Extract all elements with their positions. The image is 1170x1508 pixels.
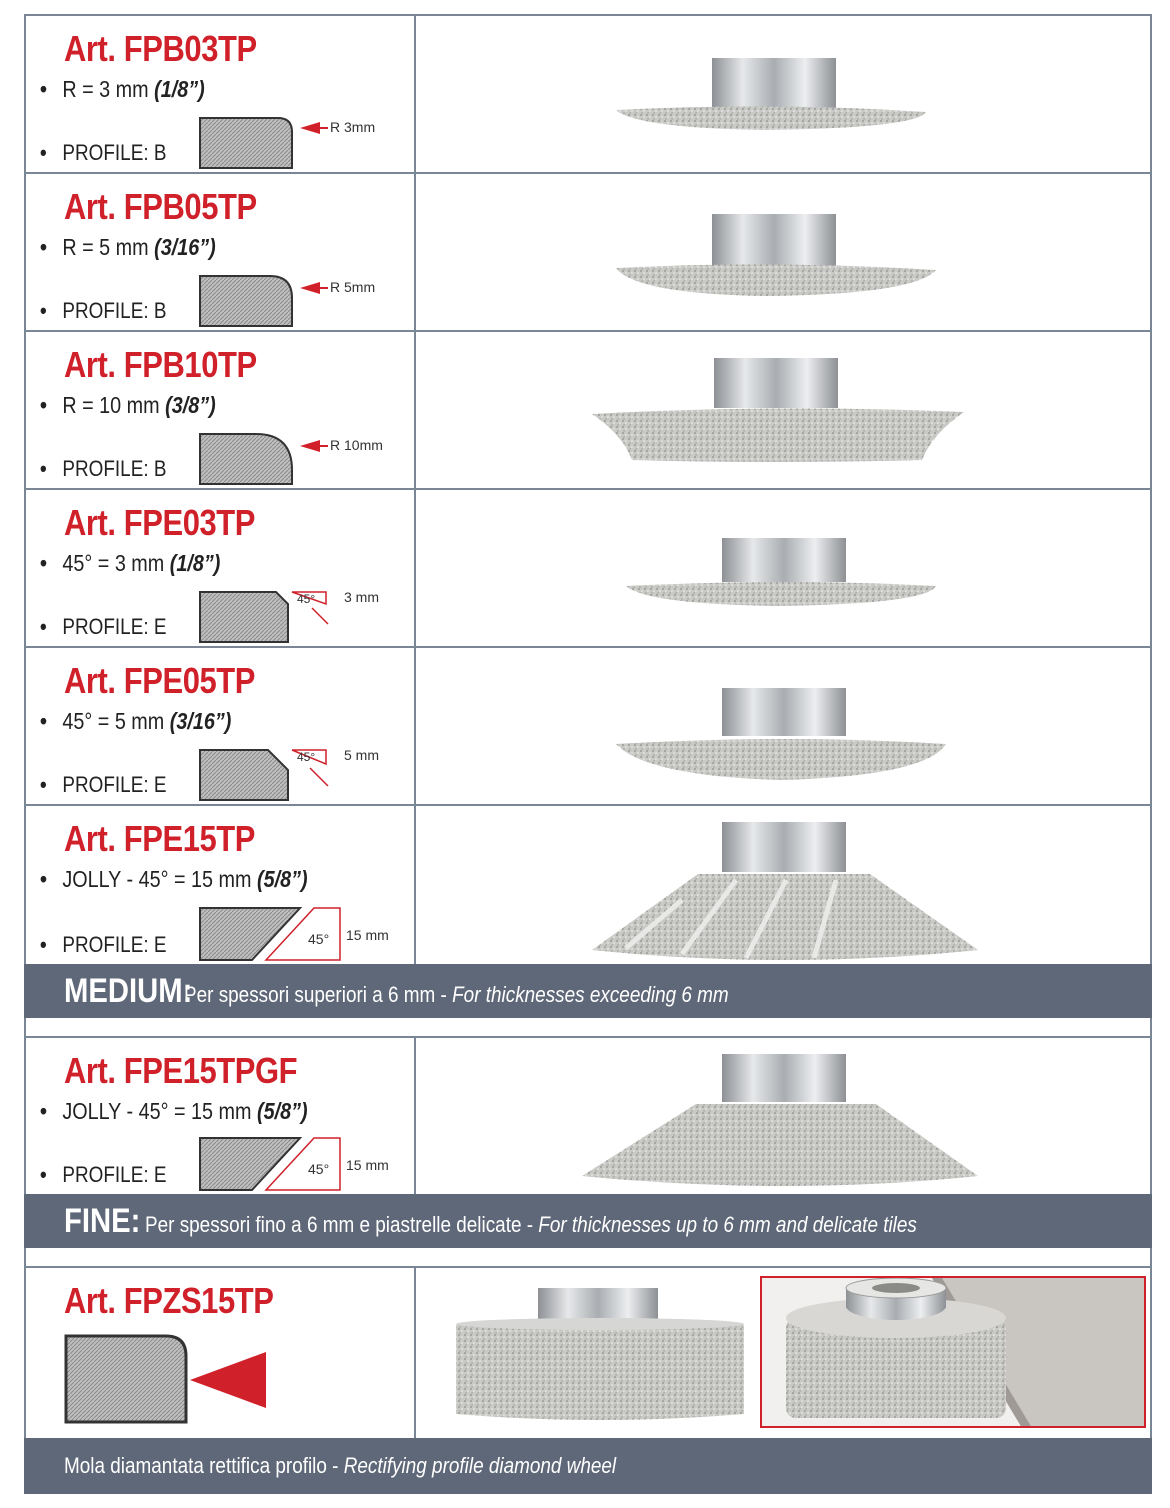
product-row-fpzs15tp <box>24 1266 1152 1440</box>
dimension-label: R 3mm <box>330 119 376 135</box>
profile-b-icon <box>196 272 406 330</box>
product-title: Art. FPB10TP <box>64 344 257 385</box>
product-info <box>26 490 416 646</box>
product-photo <box>416 332 1150 488</box>
product-title: Art. FPB05TP <box>64 186 257 227</box>
product-title: Art. FPE05TP <box>64 660 255 701</box>
product-title: Art. FPB03TP <box>64 28 257 69</box>
band-text: Per spessori fino a 6 mm e piastrelle delicate - For thicknesses up to 6 mm and delicate tiles <box>145 1212 918 1237</box>
product-spec: • JOLLY - 45° = 15 mm (5/8”) <box>40 1098 308 1124</box>
fine-band <box>24 1194 1152 1248</box>
band-heading: FINE: <box>64 1202 141 1240</box>
product-spec: • 45° = 3 mm (1/8”) <box>40 550 221 576</box>
product-row-fpb03tp <box>24 14 1152 174</box>
angle-label: 45° <box>297 750 316 764</box>
wheel-on-tile-image <box>762 1278 1146 1428</box>
profile-e-icon <box>196 1134 410 1196</box>
spacer <box>24 1248 1152 1268</box>
diamond-wheel-image <box>616 684 956 784</box>
profile-e-icon <box>196 904 410 966</box>
dimension-label: 5 mm <box>344 747 379 763</box>
dimension-label: R 5mm <box>330 279 376 295</box>
product-row-fpe15tp <box>24 804 1152 966</box>
dimension-label: R 10mm <box>330 437 383 453</box>
product-title: Art. FPZS15TP <box>64 1280 274 1321</box>
product-info <box>26 174 416 330</box>
product-spec: • R = 10 mm (3/8”) <box>40 392 216 418</box>
product-photos <box>416 1268 1150 1438</box>
profile-label: • PROFILE: B <box>40 140 167 165</box>
product-spec: • 45° = 5 mm (3/16”) <box>40 708 232 734</box>
product-spec: • R = 5 mm (3/16”) <box>40 234 216 260</box>
product-info <box>26 806 416 964</box>
profile-e-icon <box>196 744 406 804</box>
profile-label: • PROFILE: B <box>40 298 167 323</box>
product-info <box>26 16 416 172</box>
product-info <box>26 1268 416 1438</box>
dimension-label: 15 mm <box>346 1157 389 1173</box>
diamond-wheel-image <box>452 1286 752 1426</box>
band-text: Mola diamantata rettifica profilo - Rectifying profile diamond wheel <box>64 1453 617 1478</box>
profile-b-icon <box>196 114 406 172</box>
application-photo <box>760 1276 1146 1428</box>
profile-label: • PROFILE: B <box>40 456 167 481</box>
angle-label: 45° <box>308 931 330 947</box>
product-info <box>26 1038 416 1194</box>
profile-label: • PROFILE: E <box>40 614 167 639</box>
product-spec: • JOLLY - 45° = 15 mm (5/8”) <box>40 866 308 892</box>
profile-label: • PROFILE: E <box>40 772 167 797</box>
product-row-fpe15tpgf <box>24 1036 1152 1196</box>
band-heading: MEDIUM: <box>64 972 193 1010</box>
profile-icon <box>62 1330 302 1430</box>
product-photo <box>416 16 1150 172</box>
profile-label: • PROFILE: E <box>40 1162 167 1187</box>
product-row-fpb10tp <box>24 330 1152 490</box>
angle-label: 45° <box>297 592 316 606</box>
profile-label: • PROFILE: E <box>40 932 167 957</box>
band-text: Per spessori superiori a 6 mm - For thicknesses exceeding 6 mm <box>183 982 729 1007</box>
diamond-wheel-image <box>626 534 946 614</box>
product-photo <box>416 174 1150 330</box>
dimension-label: 3 mm <box>344 589 379 605</box>
angle-label: 45° <box>308 1161 330 1177</box>
spacer <box>24 1018 1152 1038</box>
diamond-wheel-image <box>576 1052 986 1192</box>
product-title: Art. FPE15TP <box>64 818 255 859</box>
product-row-fpe05tp <box>24 646 1152 806</box>
product-title: Art. FPE03TP <box>64 502 255 543</box>
diamond-wheel-image <box>616 210 946 300</box>
profile-e-icon <box>196 586 406 646</box>
product-spec: • R = 3 mm (1/8”) <box>40 76 205 102</box>
product-photo <box>416 648 1150 804</box>
product-info <box>26 332 416 488</box>
product-photo <box>416 490 1150 646</box>
diamond-wheel-image <box>616 54 946 134</box>
product-row-fpb05tp <box>24 172 1152 332</box>
product-row-fpe03tp <box>24 488 1152 648</box>
product-photo <box>416 806 1150 964</box>
medium-band <box>24 964 1152 1018</box>
dimension-label: 15 mm <box>346 927 389 943</box>
diamond-wheel-image <box>586 820 986 964</box>
product-photo <box>416 1038 1150 1194</box>
footer-band <box>24 1438 1152 1494</box>
profile-b-icon <box>196 430 406 488</box>
product-title: Art. FPE15TPGF <box>64 1050 298 1091</box>
product-info <box>26 648 416 804</box>
diamond-wheel-image <box>592 354 972 464</box>
